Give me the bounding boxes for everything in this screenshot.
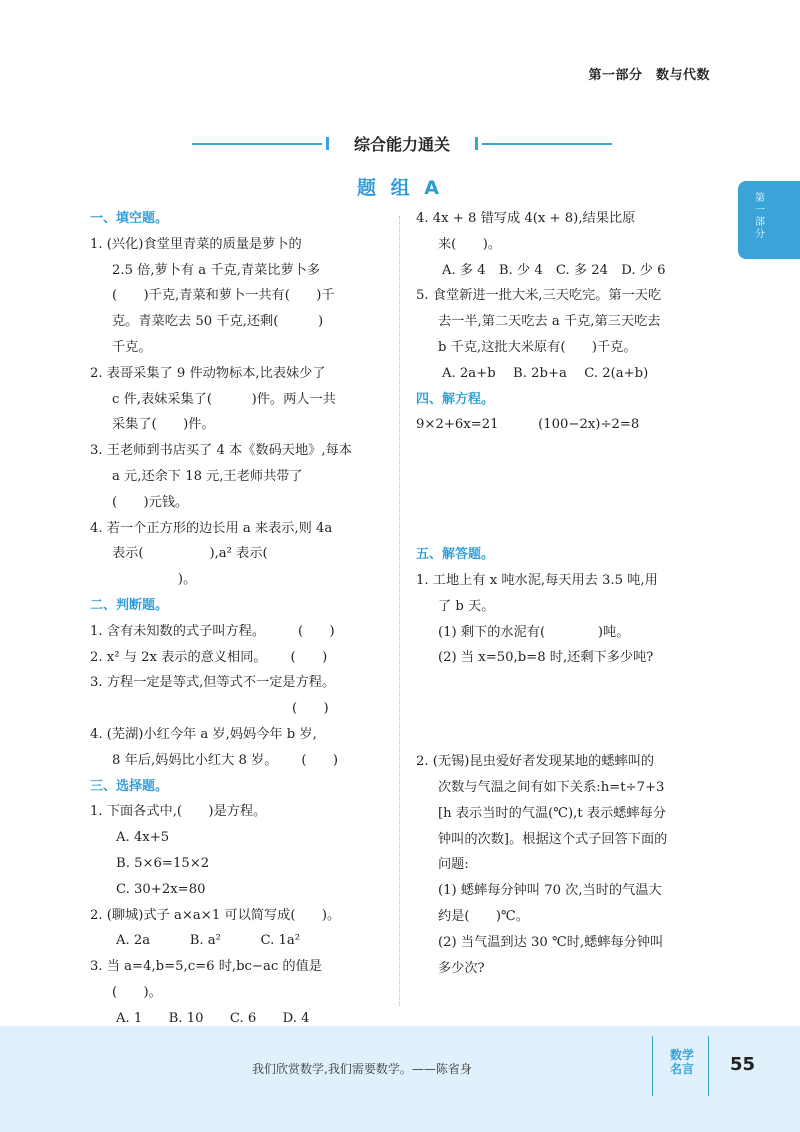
question-line: 1. 含有未知数的式子叫方程。 ( ) — [90, 623, 335, 639]
section-header: 第一部分 数与代数 — [588, 68, 710, 83]
question-line: 5. 食堂新进一批大米,三天吃完。第一天吃 — [416, 288, 662, 304]
section-banner — [192, 132, 612, 156]
question-line: 1. 工地上有 x 吨水泥,每天用去 3.5 吨,用 — [416, 572, 658, 588]
question-line: 次数与气温之间有如下关系:h=t÷7+3 — [438, 779, 665, 795]
banner-title: 综合能力通关 — [353, 135, 450, 154]
right-column — [416, 206, 716, 981]
banner-bar-right — [475, 137, 478, 150]
question-line: 4. (芜湖)小红今年 a 岁,妈妈今年 b 岁, — [90, 726, 317, 742]
question-line: )。 — [112, 572, 197, 588]
question-line: a 元,还余下 18 元,王老师共带了 — [112, 468, 303, 484]
question-line: 多少次? — [438, 960, 485, 976]
question-line: 约是( )℃。 — [438, 908, 529, 924]
question-line: 问题: — [438, 857, 469, 873]
footer-divider — [652, 1036, 653, 1096]
left-column — [90, 206, 390, 1032]
question-line: ( )。 — [112, 984, 162, 1000]
question-line: (2) 当气温到达 30 ℃时,蟋蟀每分钟叫 — [438, 934, 664, 950]
question-line: 采集了( )件。 — [112, 417, 215, 433]
question-line: 2. 表哥采集了 9 件动物标本,比表妹少了 — [90, 365, 326, 381]
answer-space — [416, 464, 716, 490]
question-line: 去一半,第二天吃去 a 千克,第三天吃去 — [438, 314, 661, 330]
question-line: 1. (兴化)食堂里青菜的质量是萝卜的 — [90, 236, 302, 252]
question-line: 来( )。 — [438, 236, 502, 252]
footer-quote: 我们欣赏数学,我们需要数学。——陈省身 — [252, 1062, 472, 1076]
question-line: ( )元钱。 — [112, 494, 189, 510]
question-line: B. 5×6=15×2 — [116, 855, 210, 871]
question-line: 钟叫的次数]。根据这个式子回答下面的 — [438, 831, 668, 847]
answer-space — [416, 697, 716, 723]
banner-line-right — [482, 143, 612, 145]
footer-divider — [708, 1036, 709, 1096]
question-line: 9×2+6x=21 (100−2x)÷2=8 — [416, 417, 640, 433]
answer-space — [416, 516, 716, 542]
page-number: 55 — [730, 1054, 756, 1075]
question-line: 克。青菜吃去 50 千克,还剩( ) — [112, 314, 324, 330]
question-line: 千克。 — [112, 339, 152, 355]
answer-space — [416, 490, 716, 516]
section-heading: 四、解方程。 — [416, 391, 495, 407]
footer-label: 数学名言 — [669, 1048, 694, 1076]
question-line: 1. 下面各式中,( )是方程。 — [90, 804, 267, 820]
question-line: 8 年后,妈妈比小红大 8 岁。 ( ) — [112, 752, 339, 768]
question-line: 2. (聊城)式子 a×a×1 可以简写成( )。 — [90, 907, 341, 923]
section-heading: 三、选择题。 — [90, 778, 169, 794]
question-line: (2) 当 x=50,b=8 时,还剩下多少吨? — [438, 650, 654, 666]
question-line: 了 b 天。 — [438, 598, 495, 614]
question-line: [h 表示当时的气温(℃),t 表示蟋蟀每分 — [438, 805, 666, 821]
answer-space — [416, 671, 716, 697]
side-tab-char: 分 — [755, 229, 765, 240]
column-divider — [399, 216, 400, 1006]
question-line: 4. 若一个正方形的边长用 a 来表示,则 4a — [90, 520, 333, 536]
question-line: 3. 王老师到书店买了 4 本《数码天地》,每本 — [90, 443, 352, 459]
footer — [0, 1026, 800, 1132]
question-line: A. 多 4 B. 少 4 C. 多 24 D. 少 6 — [442, 262, 666, 278]
question-line: 2.5 倍,萝卜有 a 千克,青菜比萝卜多 — [112, 262, 321, 278]
question-line: A. 4x+5 — [116, 830, 170, 846]
question-line: A. 2a+b B. 2b+a C. 2(a+b) — [442, 365, 649, 381]
question-line: 2. x² 与 2x 表示的意义相同。 ( ) — [90, 649, 328, 665]
question-line: 3. 方程一定是等式,但等式不一定是方程。 — [90, 675, 336, 691]
question-line: ( ) — [90, 701, 329, 717]
side-tab-char: 第 — [755, 193, 765, 204]
side-tab-char: 部 — [755, 217, 765, 228]
group-title: 题 组 A — [357, 177, 443, 199]
answer-space — [416, 438, 716, 464]
question-line: A. 2a B. a² C. 1a² — [116, 933, 301, 949]
question-line: b 千克,这批大米原有( )千克。 — [438, 339, 637, 355]
question-line: A. 1 B. 10 C. 6 D. 4 — [116, 1010, 310, 1026]
side-tab-part-one[interactable] — [738, 181, 800, 259]
question-line: (1) 蟋蟀每分钟叫 70 次,当时的气温大 — [438, 883, 662, 899]
question-line: 表示( ),a² 表示( — [112, 546, 268, 562]
question-line: c 件,表妹采集了( )件。两人一共 — [112, 391, 336, 407]
question-line: 3. 当 a=4,b=5,c=6 时,bc−ac 的值是 — [90, 959, 322, 975]
question-line: C. 30+2x=80 — [116, 881, 206, 897]
section-heading: 五、解答题。 — [416, 547, 495, 563]
side-tab-char: 一 — [755, 205, 765, 216]
answer-space — [416, 723, 716, 749]
section-heading: 一、填空题。 — [90, 211, 169, 226]
question-line: 4. 4x + 8 错写成 4(x + 8),结果比原 — [416, 211, 636, 226]
question-line: 2. (无锡)昆虫爱好者发现某地的蟋蟀叫的 — [416, 754, 655, 770]
question-line: ( )千克,青菜和萝卜一共有( )千 — [112, 288, 335, 304]
question-line: (1) 剩下的水泥有( )吨。 — [438, 624, 630, 640]
section-heading: 二、判断题。 — [90, 597, 169, 613]
